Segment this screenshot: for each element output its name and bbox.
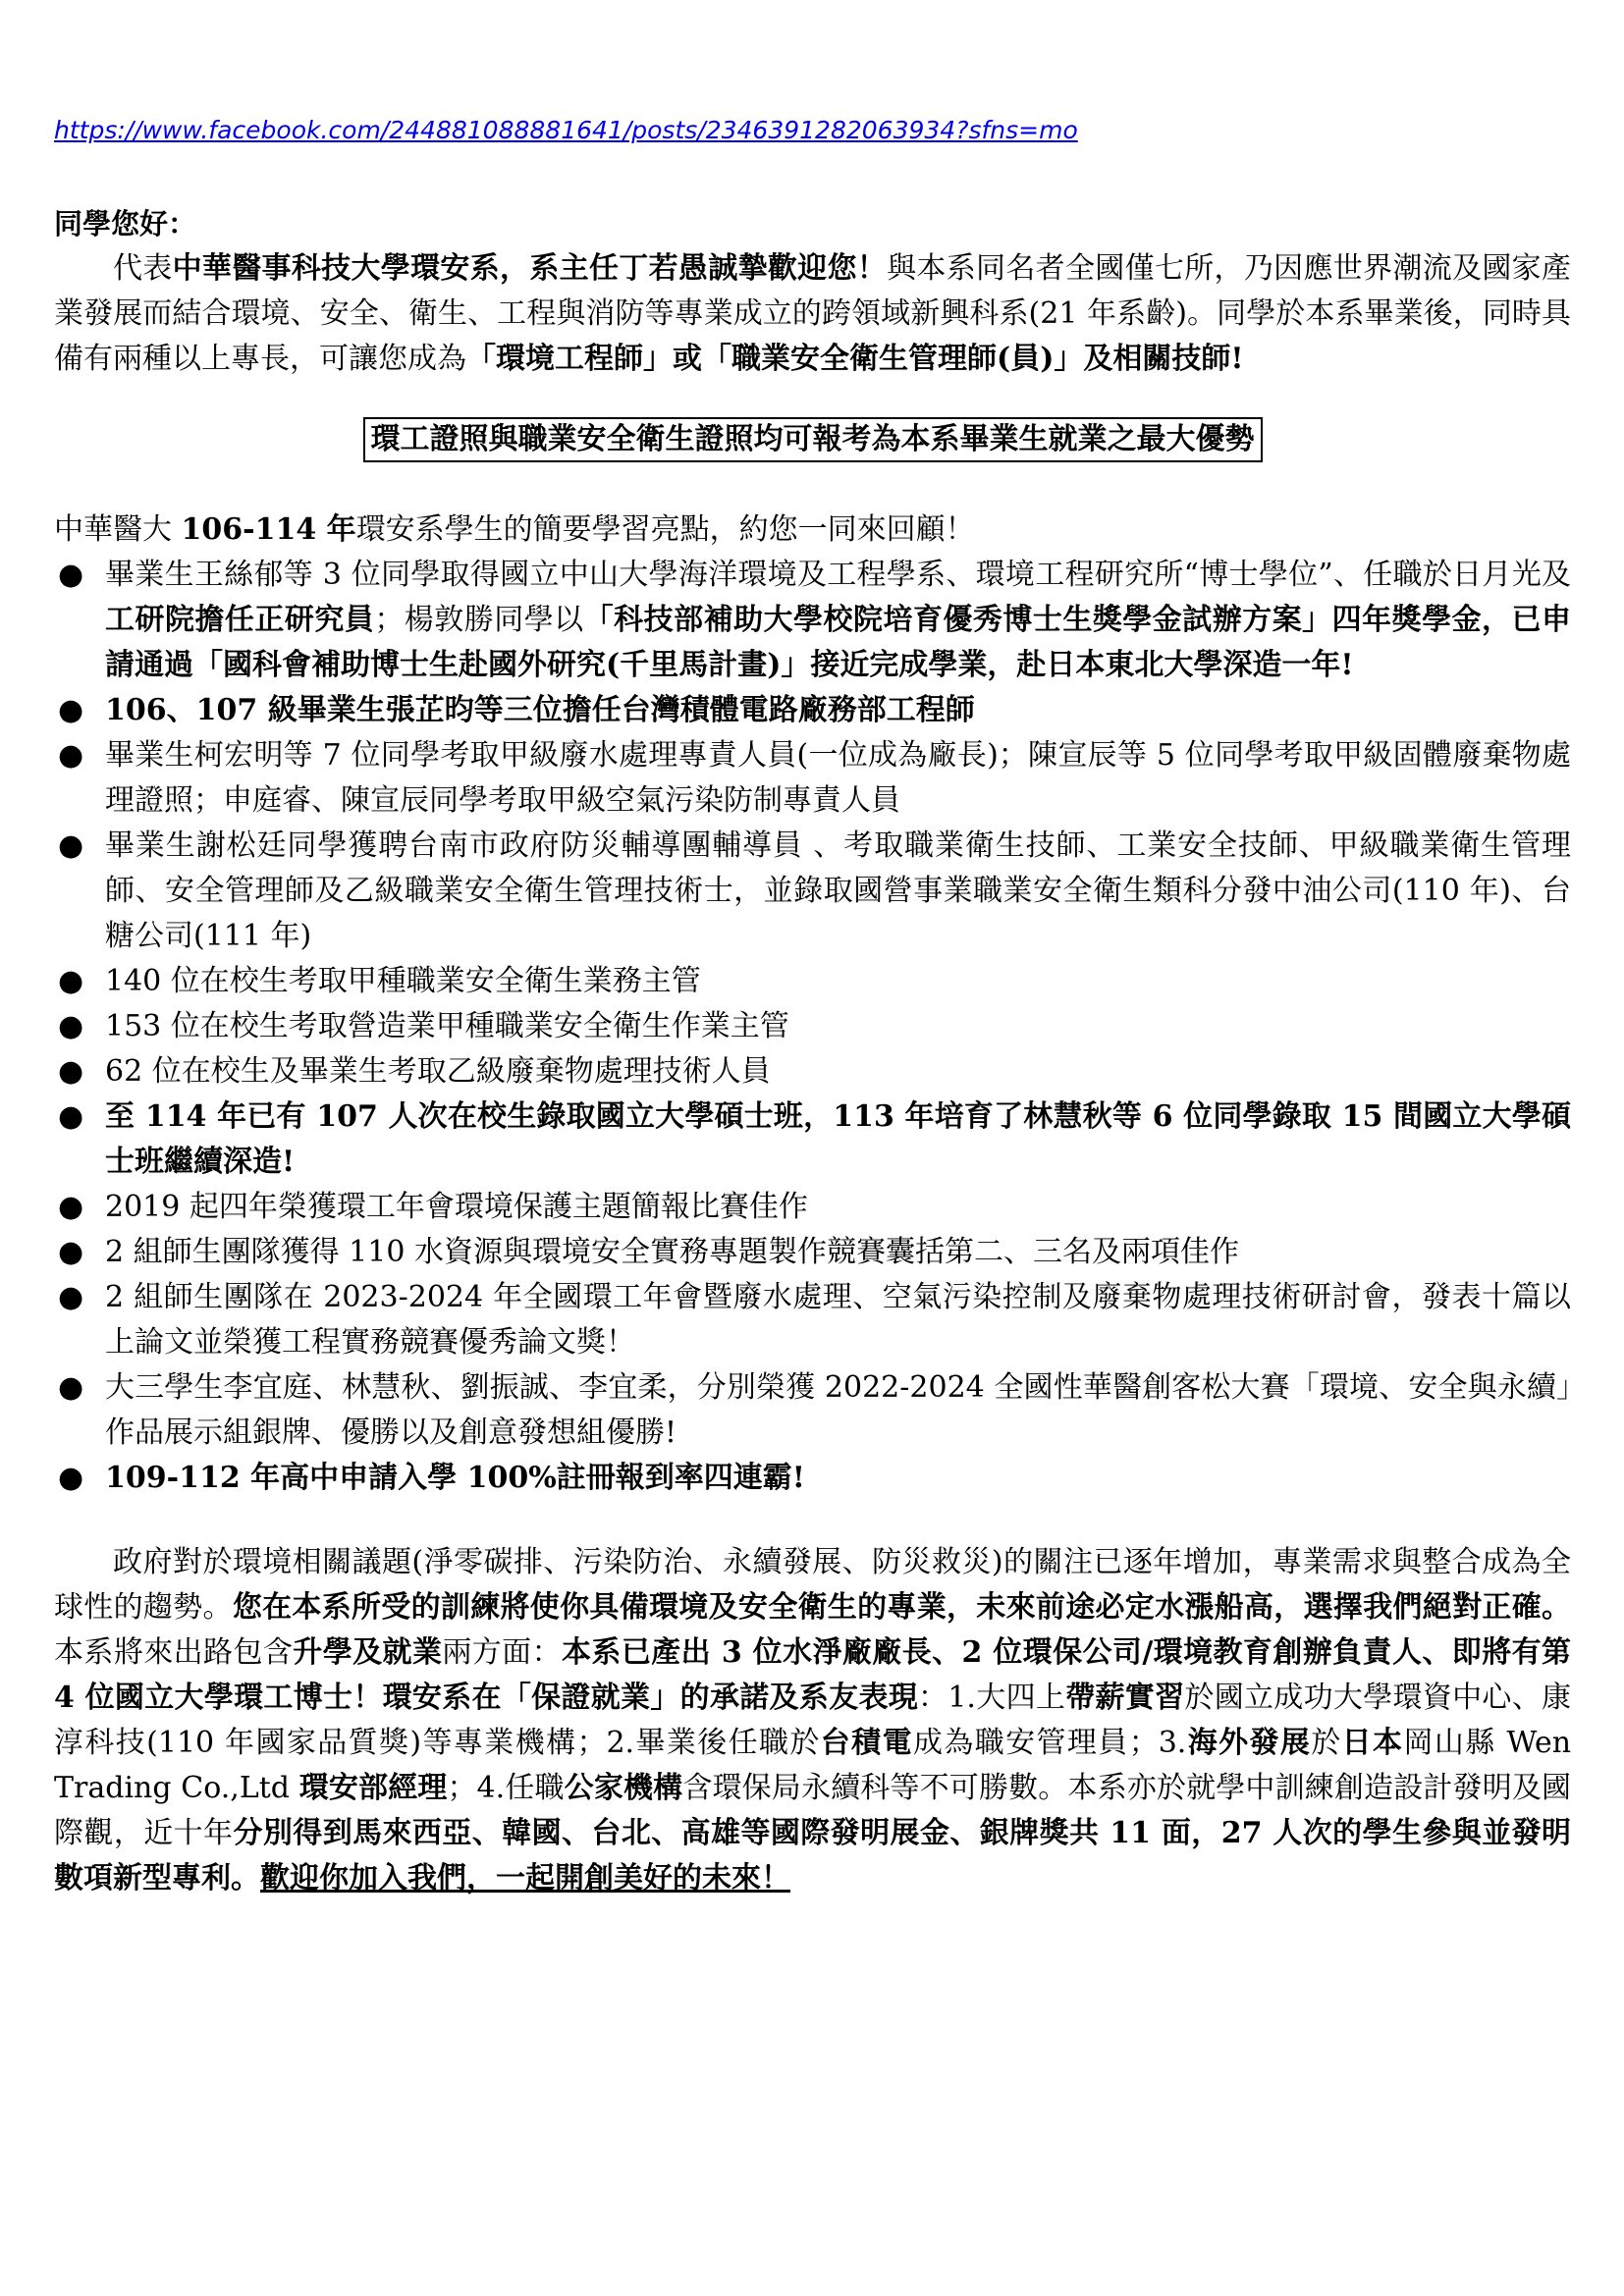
greeting: 同學您好： — [54, 207, 197, 240]
closing-15: 岡山縣 Wen Trading Co.,Ltd — [54, 1726, 1572, 1805]
highlights-intro-2-bold: 106-114 年 — [181, 512, 356, 547]
highlight-1-a: 畢業生王絲郁等 3 位同學取得國立中山大學海洋環境及工程學系、環境工程研究所“博士學位”、任職於日月光及 — [105, 558, 1571, 592]
closing-14-bold: 日本 — [1341, 1726, 1404, 1760]
highlight-4-text: 畢業生謝松廷同學獲聘台南市政府防災輔導團輔導員 、考取職業衛生技師、工業安全技師、甲級職業衛生管理師、安全管理師及乙級職業安全衛生管理技術士，並錄取國營事業職業安全衛生類科分發中油公司(110 年)、台糖公司(111 年) — [105, 828, 1571, 953]
bullet-icon: ● — [58, 693, 84, 727]
intro-text-4-bold: 「環境工程師」或「職業安全衛生管理師(員)」及相關技師! — [466, 342, 1244, 376]
highlight-item-10 — [54, 1230, 1571, 1275]
closing-paragraph — [54, 1540, 1571, 1901]
document-page — [54, 116, 1571, 1901]
highlights-intro-3: 環安系學生的簡要學習亮點，約您一同來回顧！ — [355, 512, 975, 547]
closing-16-bold: 環安部經理 — [298, 1771, 448, 1805]
banner-wrap — [54, 417, 1571, 462]
highlight-1-b-bold: 工研院擔任正研究員 — [105, 603, 375, 637]
highlight-item-9 — [54, 1185, 1571, 1230]
closing-17: ；4.任職 — [447, 1771, 565, 1805]
facebook-post-link[interactable]: https://www.facebook.com/244881088881641/posts/2346391282063934?sfns=mo — [54, 116, 1078, 144]
closing-12-bold: 海外發展 — [1186, 1726, 1312, 1760]
bullet-icon: ● — [58, 1280, 84, 1314]
closing-20-bold: 分別得到馬來西亞、韓國、台北、高雄等國際發明展金、銀牌獎共 11 面，27 人次的學生參與並發明數項新型專利。 — [54, 1816, 1572, 1896]
highlight-item-8 — [54, 1095, 1571, 1185]
bullet-icon: ● — [58, 1099, 84, 1134]
highlight-item-2 — [54, 688, 1571, 733]
bullet-icon: ● — [58, 738, 84, 773]
banner-advantage: 環工證照與職業安全衛生證照均可報考為本系畢業生就業之最大優勢 — [363, 417, 1263, 462]
bullet-icon: ● — [58, 1190, 84, 1224]
closing-6-bold: 本系已產出 3 位水淨廠廠長、2 位環保公司/環境教育創辦負責人、即將有第 4 位國立大學環工博士！環安系在「保證就業」的承諾及系友表現 — [54, 1635, 1572, 1715]
closing-19: 含環保局永續科等不可勝數。本系亦於就學中訓練創造設計發明及國際觀，近十年 — [54, 1771, 1572, 1850]
closing-13: 於 — [1311, 1726, 1342, 1760]
closing-9: 於國立成功大學環資中心、康淳科技(110 年國家品質獎)等專業機構；2.畢業後任職於 — [54, 1681, 1572, 1760]
closing-4-bold: 升學及就業 — [293, 1635, 443, 1670]
bullet-icon: ● — [58, 1009, 84, 1043]
intro-text-3: 與本系同名者全國僅七所，乃因應世界潮流及國家產業發展而結合環境、安全、衛生、工程與消防等專業成立的跨領域新興科系(21 年系齡)。同學於本系畢業後，同時具備有兩種以上專長，可讓您成為 — [54, 251, 1571, 376]
bullet-icon: ● — [58, 1235, 84, 1269]
intro-text-1: 代表 — [113, 251, 173, 286]
closing-8-bold: 帶薪實習 — [1065, 1681, 1185, 1715]
closing-1: 政府對於環境相關議題(淨零碳排、污染防治、永續發展、防災救災)的關注已逐年增加，專業需求與整合成為全球性的趨勢。 — [54, 1545, 1571, 1625]
bullet-icon: ● — [58, 1461, 84, 1495]
bullet-icon: ● — [58, 964, 84, 998]
highlight-10-text: 2 組師生團隊獲得 110 水資源與環境安全實務專題製作競賽囊括第二、三名及兩項佳作 — [105, 1235, 1239, 1269]
closing-7: ：1.大四上 — [918, 1681, 1066, 1715]
highlight-7-text: 62 位在校生及畢業生考取乙級廢棄物處理技術人員 — [105, 1054, 771, 1089]
highlight-item-12 — [54, 1365, 1571, 1456]
highlight-6-text: 153 位在校生考取營造業甲種職業安全衛生作業主管 — [105, 1009, 789, 1043]
highlight-3-text: 畢業生柯宏明等 7 位同學考取甲級廢水處理專責人員(一位成為廠長)；陳宣辰等 5 位同學考取甲級固體廢棄物處理證照；申庭睿、陳宣辰同學考取甲級空氣污染防制專責人員 — [105, 738, 1571, 818]
highlight-item-3 — [54, 733, 1571, 824]
intro-text-2-bold: 中華醫事科技大學環安系，系主任丁若愚誠摯歡迎您！ — [172, 251, 888, 286]
closing-10-bold: 台積電 — [820, 1726, 913, 1760]
highlights-list — [54, 553, 1571, 1501]
highlight-item-5 — [54, 959, 1571, 1004]
closing-11: 成為職安管理員；3. — [912, 1726, 1187, 1760]
highlight-12-text: 大三學生李宜庭、林慧秋、劉振誠、李宜柔，分別榮獲 2022-2024 全國性華醫創客松大賽「環境、安全與永續」作品展示組銀牌、優勝以及創意發想組優勝! — [105, 1370, 1571, 1450]
bullet-icon: ● — [58, 828, 84, 863]
highlight-item-13 — [54, 1456, 1571, 1501]
highlight-item-6 — [54, 1004, 1571, 1049]
highlight-13-text: 109-112 年高中申請入學 100%註冊報到率四連霸! — [105, 1461, 805, 1495]
intro-paragraph — [54, 246, 1571, 382]
closing-5: 兩方面： — [442, 1635, 563, 1670]
closing-18-bold: 公家機構 — [564, 1771, 683, 1805]
closing-3: 本系將來出路包含 — [54, 1635, 294, 1670]
highlights-intro-1: 中華醫大 — [54, 512, 182, 547]
highlight-item-1 — [54, 553, 1571, 688]
bullet-icon: ● — [58, 1370, 84, 1405]
highlights-intro — [54, 507, 1571, 553]
closing-2-bold: 您在本系所受的訓練將使你具備環境及安全衛生的專業，未來前途必定水漲船高，選擇我們絕對正確。 — [232, 1590, 1572, 1625]
closing-welcome-underlined: 歡迎你加入我們，一起開創美好的未來！ — [260, 1861, 790, 1896]
bullet-icon: ● — [58, 558, 84, 592]
highlight-2-text: 106、107 級畢業生張芷昀等三位擔任台灣積體電路廠務部工程師 — [105, 693, 975, 727]
highlight-item-7 — [54, 1049, 1571, 1095]
highlight-item-4 — [54, 824, 1571, 959]
highlight-1-d-bold: 「科技部補助大學校院培育優秀博士生獎學金試辦方案」四年獎學金，已申請通過「國科會補助博士生赴國外研究(千里馬計畫)」接近完成學業，赴日本東北大學深造一年! — [105, 603, 1572, 682]
highlight-item-11 — [54, 1275, 1571, 1365]
highlight-8-text: 至 114 年已有 107 人次在校生錄取國立大學碩士班，113 年培育了林慧秋等 6 位同學錄取 15 間國立大學碩士班繼續深造! — [105, 1099, 1571, 1179]
bullet-icon: ● — [58, 1054, 84, 1089]
highlight-1-c: ；楊敦勝同學以 — [374, 603, 584, 637]
highlight-9-text: 2019 起四年榮獲環工年會環境保護主題簡報比賽佳作 — [105, 1190, 808, 1224]
highlight-5-text: 140 位在校生考取甲種職業安全衛生業務主管 — [105, 964, 701, 998]
highlight-11-text: 2 組師生團隊在 2023-2024 年全國環工年會暨廢水處理、空氣污染控制及廢棄物處理技術研討會，發表十篇以上論文並榮獲工程實務競賽優秀論文獎！ — [105, 1280, 1571, 1360]
